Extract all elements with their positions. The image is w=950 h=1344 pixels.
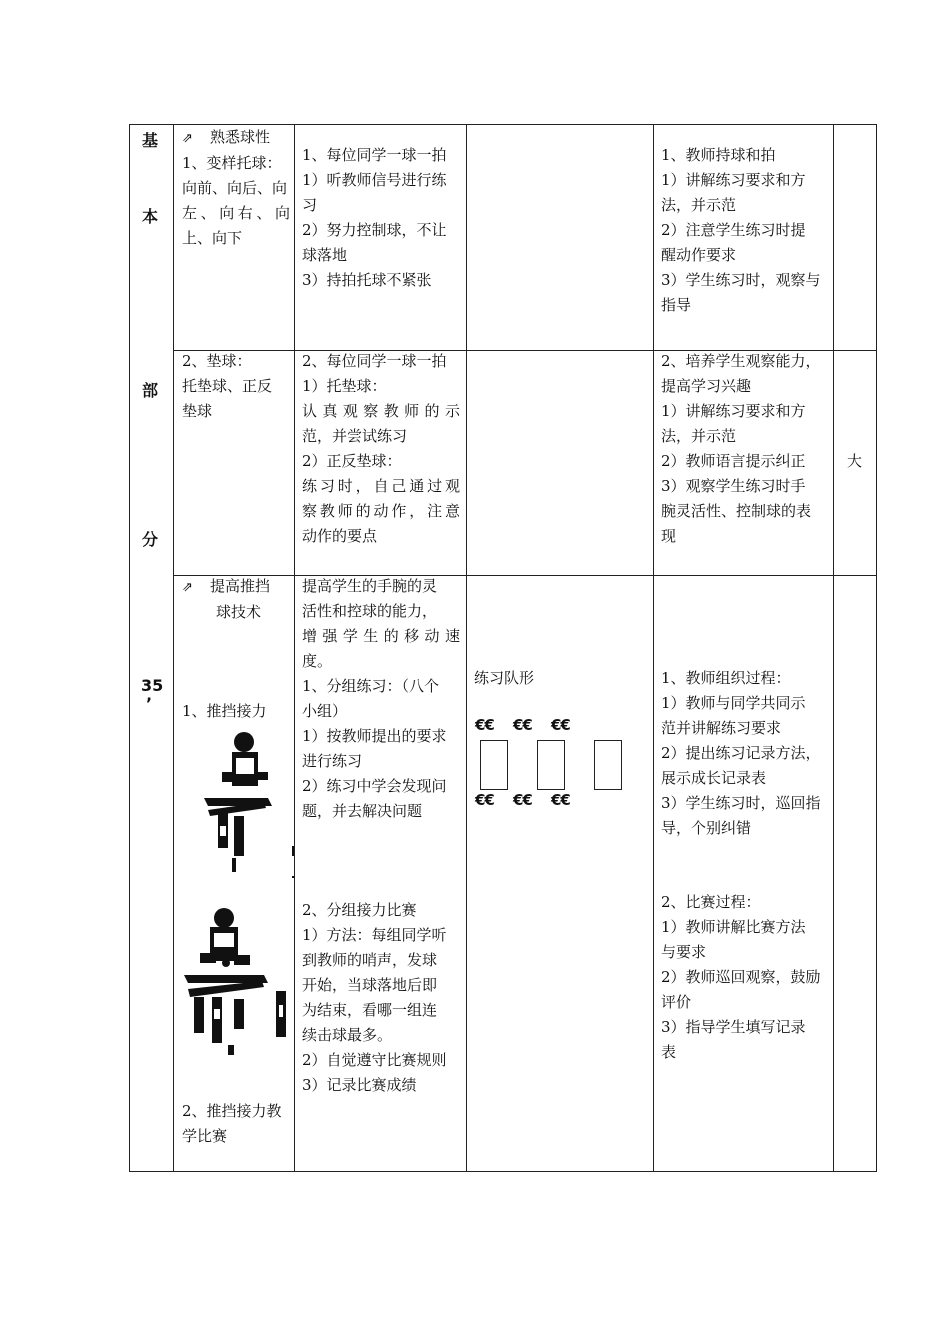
player-figure-2 <box>182 905 294 1060</box>
student-line: 2、分组接力比赛 <box>302 901 417 919</box>
student-line: 察教师的动作，注意 <box>302 502 460 520</box>
column-divider <box>653 125 654 1171</box>
teacher-line: 3）观察学生练习时手 <box>661 477 806 495</box>
student-line: 球落地 <box>302 246 348 264</box>
row1-teacher-activity <box>661 143 829 318</box>
student-line: 1）按教师提出的要求 <box>302 727 447 745</box>
row3-teacher-activity-a <box>661 666 829 841</box>
teacher-line: 2、比赛过程： <box>661 893 761 911</box>
teacher-line: 腕灵活性、控制球的表 <box>661 502 812 520</box>
student-line: 2）努力控制球，不让 <box>302 221 447 239</box>
student-line: 进行练习 <box>302 752 363 770</box>
student-line: 3）记录比赛成绩 <box>302 1076 417 1094</box>
row2-content <box>182 349 290 424</box>
student-pair-symbol: €€ <box>475 791 494 809</box>
student-line: 为结束，看哪一组连 <box>302 1001 438 1019</box>
student-line: 题，并去解决问题 <box>302 802 423 820</box>
student-line: 度。 <box>302 652 333 670</box>
formation-label: 练习队形 <box>474 669 535 687</box>
column-divider <box>833 125 834 1171</box>
student-line: 1、每位同学一球一拍 <box>302 146 447 164</box>
content-line: 垫球 <box>182 402 213 420</box>
teacher-line: 2、培养学生观察能力， <box>661 352 821 370</box>
student-line: 习 <box>302 196 318 214</box>
student-pair-symbol: €€ <box>513 716 532 734</box>
content-title: 提高推挡 <box>210 577 271 595</box>
side-label-ben: 本 <box>142 207 159 226</box>
hollow-arrow-icon: ⇗ <box>182 131 193 146</box>
student-pair-symbol: €€ <box>513 791 532 809</box>
teacher-line: 3）指导学生填写记录 <box>661 1018 806 1036</box>
student-line: 开始，当球落地后即 <box>302 976 438 994</box>
student-line: 2）正反垫球： <box>302 452 402 470</box>
teacher-line: 1）讲解练习要求和方 <box>661 171 806 189</box>
student-line: 提高学生的手腕的灵 <box>302 577 438 595</box>
teacher-line: 2）教师巡回观察，鼓励 <box>661 968 821 986</box>
student-line: 到教师的哨声，发球 <box>302 951 438 969</box>
student-line: 练习时，自己通过观 <box>302 477 460 495</box>
content-title: 球技术 <box>216 603 262 621</box>
student-line: 增强学生的移动速 <box>302 627 460 645</box>
teacher-line: 1、教师组织过程： <box>661 669 791 687</box>
content-title: 熟悉球性 <box>210 128 271 146</box>
teacher-line: 法，并示范 <box>661 427 737 445</box>
player-figure-1 <box>198 728 294 878</box>
teacher-line: 展示成长记录表 <box>661 769 767 787</box>
row3-content-item2 <box>182 1099 290 1149</box>
teacher-line: 与要求 <box>661 943 707 961</box>
student-pair-symbol: €€ <box>551 716 570 734</box>
student-line: 范，并尝试练习 <box>302 427 408 445</box>
teacher-line: 提高学习兴趣 <box>661 377 752 395</box>
content-line: 托垫球、正反 <box>182 377 273 395</box>
side-label-ji: 基 <box>142 131 159 150</box>
student-line: 1、分组练习：（八个 <box>302 677 440 695</box>
teacher-line: 2）注意学生练习时提 <box>661 221 806 239</box>
table-rectangle <box>594 740 622 790</box>
side-label-bu: 部 <box>142 381 159 400</box>
row2-intensity: 大 <box>847 452 863 470</box>
teacher-line: 2）教师语言提示纠正 <box>661 452 806 470</box>
column-divider <box>294 125 295 1171</box>
teacher-line: 表 <box>661 1043 677 1061</box>
teacher-line: 1）教师与同学共同示 <box>661 694 806 712</box>
teacher-line: 2）提出练习记录方法， <box>661 744 821 762</box>
student-line: 1）听教师信号进行练 <box>302 171 447 189</box>
row3-student-activity-a <box>302 574 460 824</box>
row2-teacher-activity <box>661 349 829 549</box>
row2-student-activity <box>302 349 460 549</box>
content-line: 2、垫球： <box>182 352 252 370</box>
column-divider <box>173 125 174 1171</box>
table-rectangle <box>480 740 508 790</box>
teacher-line: 3）学生练习时，观察与 <box>661 271 821 289</box>
teacher-line: 法，并示范 <box>661 196 737 214</box>
teacher-line: 1）讲解练习要求和方 <box>661 402 806 420</box>
teacher-line: 3）学生练习时，巡回指 <box>661 794 821 812</box>
content-line: 2、推挡接力教 <box>182 1102 282 1120</box>
student-line: 小组） <box>302 702 348 720</box>
teacher-line: 指导 <box>661 296 692 314</box>
teacher-line: 醒动作要求 <box>661 246 737 264</box>
content-line: 左、向右、向 <box>182 204 290 222</box>
student-line: 续击球最多。 <box>302 1026 393 1044</box>
row3-student-activity-b <box>302 898 460 1098</box>
row3-content-title <box>182 574 290 625</box>
teacher-line: 1）教师讲解比赛方法 <box>661 918 806 936</box>
student-line: 3）持拍托球不紧张 <box>302 271 432 289</box>
student-line: 1）托垫球： <box>302 377 387 395</box>
student-pair-symbol: €€ <box>475 716 494 734</box>
content-line: 向前、向后、向 <box>182 179 288 197</box>
student-line: 认真观察教师的示 <box>302 402 460 420</box>
student-line: 活性和控球的能力， <box>302 602 438 620</box>
row3-teacher-activity-b <box>661 890 829 1065</box>
row1-student-activity <box>302 143 460 293</box>
table-rectangle <box>537 740 565 790</box>
teacher-line: 评价 <box>661 993 692 1011</box>
student-pair-symbol: €€ <box>551 791 570 809</box>
teacher-line: 现 <box>661 527 677 545</box>
teacher-line: 1、教师持球和拍 <box>661 146 776 164</box>
row3-content-item1: 1、推挡接力 <box>182 702 267 720</box>
student-line: 2）自觉遵守比赛规则 <box>302 1051 447 1069</box>
side-label-minute-mark: ’ <box>146 694 153 713</box>
student-line: 1）方法：每组同学听 <box>302 926 447 944</box>
side-label-minutes: 35 <box>141 676 164 695</box>
row1-content <box>182 125 290 251</box>
content-line: 上、向下 <box>182 229 243 247</box>
hollow-arrow-icon: ⇗ <box>182 580 193 595</box>
content-line: 1、变样托球： <box>182 154 282 172</box>
side-label-fen: 分 <box>142 530 159 549</box>
student-line: 2）练习中学会发现问 <box>302 777 447 795</box>
column-divider <box>466 125 467 1171</box>
content-line: 学比赛 <box>182 1127 228 1145</box>
student-line: 动作的要点 <box>302 527 378 545</box>
teacher-line: 范并讲解练习要求 <box>661 719 782 737</box>
teacher-line: 导，个别纠错 <box>661 819 752 837</box>
student-line: 2、每位同学一球一拍 <box>302 352 447 370</box>
